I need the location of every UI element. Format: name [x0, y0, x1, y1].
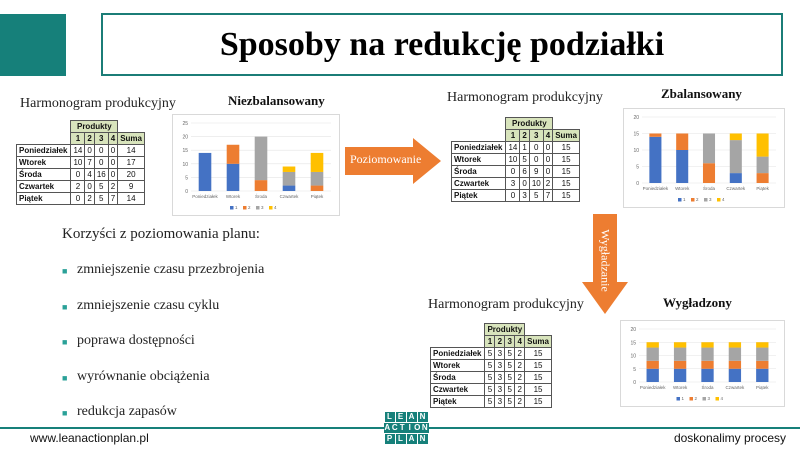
bar-segment	[255, 180, 268, 191]
table-cell: 9	[118, 181, 145, 193]
table-cell: 15	[553, 166, 580, 178]
y-tick-label: 10	[182, 161, 188, 168]
table-cell: 16	[94, 169, 108, 181]
schedule-table-balanced	[451, 117, 580, 202]
chart-title-balanced: Zbalansowany	[661, 86, 742, 101]
bar-segment	[730, 134, 742, 141]
table-cell: 10	[71, 157, 85, 169]
legend-label: 3	[709, 197, 712, 203]
products-group-header: Produkty	[485, 324, 525, 336]
table-cell: 2	[85, 193, 94, 205]
logo-letter: N	[418, 412, 428, 422]
y-tick-label: 25	[182, 121, 188, 127]
table-cell: 1	[520, 142, 529, 154]
x-tick-label: Środa	[254, 194, 268, 199]
logo-letter: A	[407, 412, 417, 422]
table-cell: 2	[515, 396, 525, 408]
legend-swatch	[691, 198, 695, 202]
table-cell: 5	[505, 348, 515, 360]
y-tick-label: 5	[185, 175, 188, 182]
y-tick-label: 20	[630, 327, 636, 333]
table-cell: 3	[495, 360, 505, 372]
table-row	[431, 396, 552, 408]
logo-letter: L	[396, 434, 406, 444]
table-cell: 6	[520, 166, 529, 178]
x-tick-label: Wtorek	[225, 194, 241, 199]
table-row	[431, 384, 552, 396]
bar-segment	[756, 361, 768, 369]
bar-segment	[674, 361, 686, 369]
bar-segment	[199, 153, 212, 191]
legend-label: 2	[696, 197, 699, 203]
chart-smoothed-svg	[621, 321, 784, 406]
smoothing-arrow-label: Wygładzanie	[598, 229, 613, 292]
table-cell: 5	[505, 360, 515, 372]
table-row	[452, 178, 580, 190]
table-cell: 2	[108, 181, 117, 193]
bar-segment	[676, 134, 688, 151]
bar-segment	[674, 369, 686, 382]
y-tick-label: 0	[633, 380, 636, 386]
bar-segment	[729, 369, 741, 382]
bar-segment	[649, 134, 661, 137]
table-cell: 9	[529, 166, 543, 178]
x-tick-label: Piątek	[756, 385, 769, 390]
table-cell: 3	[495, 384, 505, 396]
logo-letter: L	[385, 412, 395, 422]
y-tick-label: 10	[633, 148, 639, 154]
col-header: 1	[506, 130, 520, 142]
col-header: 4	[108, 133, 117, 145]
bar-segment	[283, 167, 296, 172]
y-tick-label: 15	[182, 148, 188, 155]
col-header: 3	[94, 133, 108, 145]
y-tick-label: 5	[633, 366, 636, 373]
footer-tagline: doskonalimy procesy	[673, 431, 786, 445]
chart-title-unbalanced: Niezbalansowany	[228, 93, 325, 108]
benefit-text: wyrównanie obciążenia	[77, 368, 210, 384]
table-cell: 5	[94, 193, 108, 205]
logo-letter: N	[418, 434, 428, 444]
legend-swatch	[269, 206, 273, 210]
bar-segment	[757, 134, 769, 157]
table-cell: 0	[85, 145, 94, 157]
x-tick-label: Poniedziałek	[639, 385, 666, 390]
legend-label: 3	[261, 205, 264, 211]
slide-title-box	[101, 13, 783, 76]
col-header: 2	[495, 336, 505, 348]
bar-segment	[756, 342, 768, 347]
square-bullet-icon: ■	[62, 372, 68, 383]
bar-segment	[255, 137, 268, 181]
table-cell: 2	[543, 178, 552, 190]
benefits-list	[62, 262, 264, 440]
table-cell: 15	[525, 396, 552, 408]
legend-swatch	[243, 206, 247, 210]
table-cell: 0	[94, 157, 108, 169]
table-cell: 0	[108, 157, 117, 169]
table-row	[17, 157, 145, 169]
table-cell: 0	[506, 190, 520, 202]
col-header: 4	[515, 336, 525, 348]
x-tick-label: Piątek	[310, 194, 324, 199]
table-cell: 3	[520, 190, 529, 202]
square-bullet-icon: ■	[62, 337, 68, 347]
list-item	[62, 298, 264, 334]
col-header: 1	[71, 133, 85, 145]
table-cell: 15	[553, 178, 580, 190]
table-cell: 14	[118, 193, 145, 205]
table-cell: 5	[485, 348, 495, 360]
bar-segment	[674, 342, 686, 347]
day-label: Wtorek	[431, 360, 485, 372]
chart-unbalanced	[172, 114, 340, 216]
x-tick-label: Czwartek	[726, 186, 746, 191]
table-title-smoothed: Harmonogram produkcyjny	[428, 297, 584, 312]
col-header: 2	[520, 130, 529, 142]
benefit-text: zmniejszenie czasu cyklu	[77, 297, 220, 313]
day-label: Czwartek	[17, 181, 71, 193]
y-tick-label: 0	[636, 181, 639, 187]
table-cell: 5	[485, 396, 495, 408]
logo-letter: C	[391, 423, 398, 432]
table-cell: 2	[515, 372, 525, 384]
table-cell: 0	[108, 169, 117, 181]
logo-row	[383, 434, 429, 444]
table-cell: 0	[71, 169, 85, 181]
leveling-arrow-label: Poziomowanie	[350, 152, 422, 166]
table-cell: 15	[525, 348, 552, 360]
legend-label: 1	[683, 197, 686, 203]
legend-swatch	[690, 397, 694, 401]
bar-segment	[701, 361, 713, 369]
chart-balanced-svg	[624, 109, 784, 207]
bar-segment	[647, 361, 659, 369]
table-cell: 15	[553, 190, 580, 202]
col-header: Suma	[118, 133, 145, 145]
benefit-text: redukcja zapasów	[77, 404, 177, 419]
bar-segment	[701, 369, 713, 382]
table-cell: 5	[485, 360, 495, 372]
list-item	[62, 262, 264, 298]
schedule-table-smoothed	[430, 323, 552, 408]
products-group-header: Produkty	[506, 118, 553, 130]
table-row	[431, 372, 552, 384]
table-cell: 0	[543, 154, 552, 166]
day-label: Poniedziałek	[431, 348, 485, 360]
legend-swatch	[717, 198, 721, 202]
y-tick-label: 0	[185, 189, 188, 195]
list-item	[62, 369, 264, 405]
table-cell: 0	[520, 178, 529, 190]
legend-label: 2	[694, 396, 698, 402]
chart-title-smoothed: Wygładzony	[663, 295, 732, 310]
table-cell: 5	[505, 372, 515, 384]
table-cell: 3	[506, 178, 520, 190]
table-cell: 0	[94, 145, 108, 157]
table-cell: 15	[553, 142, 580, 154]
table-row	[452, 190, 580, 202]
table-cell: 2	[71, 181, 85, 193]
bar-segment	[703, 134, 715, 164]
benefit-text: zmniejszenie czasu przezbrojenia	[77, 262, 265, 277]
bar-segment	[647, 369, 659, 382]
bar-segment	[649, 137, 661, 183]
legend-swatch	[256, 206, 260, 210]
bar-segment	[647, 348, 659, 361]
x-tick-label: Piątek	[756, 186, 769, 191]
table-cell: 2	[515, 360, 525, 372]
col-header: 2	[85, 133, 94, 145]
table-cell: 0	[108, 145, 117, 157]
products-group-header: Produkty	[71, 121, 118, 133]
table-cell: 5	[94, 181, 108, 193]
col-header: Suma	[525, 336, 552, 348]
bar-segment	[283, 172, 296, 186]
table-row	[452, 142, 580, 154]
table-cell: 15	[525, 360, 552, 372]
table-title-balanced: Harmonogram produkcyjny	[447, 90, 603, 105]
y-tick-label: 20	[182, 134, 188, 141]
lean-action-plan-logo	[383, 412, 429, 445]
y-tick-label: 10	[630, 353, 636, 360]
bar-segment	[647, 342, 659, 347]
day-label: Środa	[431, 372, 485, 384]
day-label: Wtorek	[452, 154, 506, 166]
table-row	[17, 181, 145, 193]
y-tick-label: 5	[636, 164, 639, 171]
bar-segment	[674, 348, 686, 361]
table-cell: 14	[71, 145, 85, 157]
table-cell: 5	[529, 190, 543, 202]
logo-letter: T	[399, 423, 405, 432]
x-tick-label: Czwartek	[279, 194, 299, 199]
legend-label: 1	[681, 396, 685, 402]
bar-segment	[729, 348, 741, 361]
list-item	[62, 333, 264, 369]
benefits-title: Korzyści z poziomowania planu:	[62, 226, 260, 242]
x-tick-label: Środa	[701, 385, 714, 390]
bar-segment	[227, 145, 240, 164]
x-tick-label: Poniedziałek	[192, 194, 218, 199]
table-row	[17, 169, 145, 181]
table-cell: 0	[543, 166, 552, 178]
logo-letter: I	[406, 423, 414, 433]
day-label: Piątek	[17, 193, 71, 205]
chart-balanced	[623, 108, 785, 208]
col-header: 3	[505, 336, 515, 348]
bar-segment	[283, 186, 296, 191]
table-cell: 2	[515, 348, 525, 360]
col-header: 3	[529, 130, 543, 142]
x-tick-label: Wtorek	[672, 385, 688, 390]
table-row	[431, 360, 552, 372]
table-row	[17, 193, 145, 205]
square-bullet-icon: ■	[62, 301, 68, 312]
bar-segment	[701, 348, 713, 361]
bar-segment	[730, 173, 742, 183]
bar-segment	[756, 369, 768, 382]
footer-website: www.leanactionplan.pl	[30, 431, 149, 445]
table-cell: 7	[108, 193, 117, 205]
logo-letter: A	[384, 423, 391, 432]
x-tick-label: Poniedziałek	[642, 186, 669, 191]
table-cell: 10	[529, 178, 543, 190]
table-row	[452, 154, 580, 166]
table-cell: 4	[85, 169, 94, 181]
table-cell: 3	[495, 372, 505, 384]
table-row	[452, 166, 580, 178]
legend-swatch	[704, 198, 708, 202]
legend-label: 4	[720, 396, 724, 402]
logo-row	[383, 412, 429, 422]
bar-segment	[676, 150, 688, 183]
square-bullet-icon: ■	[62, 408, 68, 418]
table-cell: 0	[506, 166, 520, 178]
table-cell: 2	[515, 384, 525, 396]
table-row	[431, 348, 552, 360]
day-label: Środa	[17, 169, 71, 181]
schedule-table-unbalanced	[16, 120, 145, 205]
table-cell: 5	[520, 154, 529, 166]
bar-segment	[311, 153, 324, 172]
logo-row	[383, 423, 429, 433]
table-cell: 7	[543, 190, 552, 202]
bar-segment	[701, 342, 713, 347]
bar-segment	[703, 163, 715, 183]
table-cell: 0	[529, 142, 543, 154]
x-tick-label: Wtorek	[675, 186, 690, 191]
table-cell: 5	[505, 396, 515, 408]
legend-label: 3	[707, 396, 711, 402]
col-header: 1	[485, 336, 495, 348]
bar-segment	[757, 157, 769, 174]
bar-segment	[311, 172, 324, 186]
square-bullet-icon: ■	[62, 266, 68, 276]
x-tick-label: Czwartek	[725, 385, 745, 390]
table-cell: 3	[495, 348, 505, 360]
table-cell: 20	[118, 169, 145, 181]
y-tick-label: 20	[633, 115, 639, 121]
y-tick-label: 15	[630, 340, 636, 347]
logo-letter: P	[385, 434, 395, 444]
legend-label: 1	[235, 205, 238, 211]
table-row	[17, 145, 145, 157]
legend-swatch	[678, 198, 682, 202]
bar-segment	[311, 186, 324, 191]
table-cell: 0	[85, 181, 94, 193]
bar-segment	[227, 164, 240, 191]
table-cell: 0	[529, 154, 543, 166]
legend-swatch	[716, 397, 720, 401]
x-tick-label: Środa	[702, 186, 716, 191]
table-cell: 5	[505, 384, 515, 396]
table-cell: 17	[118, 157, 145, 169]
col-header: 4	[543, 130, 552, 142]
day-label: Poniedziałek	[17, 145, 71, 157]
day-label: Piątek	[452, 190, 506, 202]
table-cell: 0	[71, 193, 85, 205]
legend-swatch	[677, 397, 681, 401]
logo-letter: N	[421, 423, 428, 432]
table-cell: 10	[506, 154, 520, 166]
table-cell: 14	[506, 142, 520, 154]
chart-unbalanced-svg	[173, 115, 339, 215]
legend-label: 4	[722, 197, 725, 203]
day-label: Czwartek	[452, 178, 506, 190]
table-title-unbalanced: Harmonogram produkcyjny	[20, 96, 176, 111]
benefit-text: poprawa dostępności	[77, 333, 195, 348]
table-cell: 5	[485, 372, 495, 384]
table-cell: 15	[553, 154, 580, 166]
bar-segment	[729, 342, 741, 347]
bar-segment	[730, 140, 742, 173]
table-cell: 14	[118, 145, 145, 157]
table-cell: 0	[543, 142, 552, 154]
bar-segment	[729, 361, 741, 369]
logo-letter: E	[396, 412, 406, 422]
slide-title: Sposoby na redukcję podziałki	[219, 25, 665, 63]
day-label: Wtorek	[17, 157, 71, 169]
legend-label: 2	[248, 205, 251, 211]
chart-smoothed	[620, 320, 785, 407]
y-tick-label: 15	[633, 131, 639, 138]
teal-accent-block	[0, 14, 66, 76]
logo-letter: O	[414, 423, 421, 432]
legend-label: 4	[274, 205, 277, 211]
table-cell: 5	[485, 384, 495, 396]
table-cell: 15	[525, 372, 552, 384]
legend-swatch	[703, 397, 707, 401]
day-label: Poniedziałek	[452, 142, 506, 154]
bar-segment	[757, 173, 769, 183]
logo-letter: A	[407, 434, 417, 444]
table-cell: 7	[85, 157, 94, 169]
col-header: Suma	[553, 130, 580, 142]
day-label: Środa	[452, 166, 506, 178]
table-cell: 15	[525, 384, 552, 396]
bar-segment	[756, 348, 768, 361]
table-cell: 3	[495, 396, 505, 408]
day-label: Piątek	[431, 396, 485, 408]
legend-swatch	[230, 206, 234, 210]
day-label: Czwartek	[431, 384, 485, 396]
